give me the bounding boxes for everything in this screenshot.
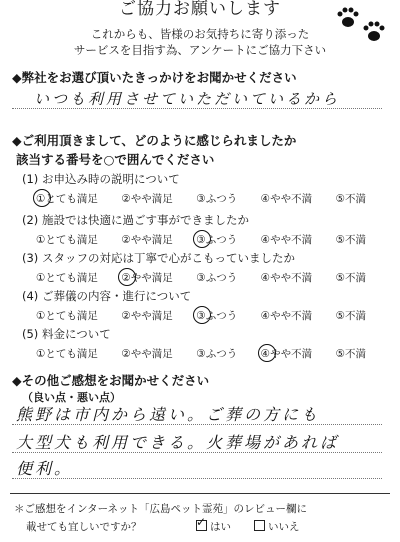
reason-answer: いつも利用させていただいているから [34,90,341,108]
comment-line-2: 大型犬も利用できる。火葬場があれば [16,433,340,452]
rating-option[interactable]: ④やや不満 [260,234,313,246]
review-no-option[interactable] [254,519,300,534]
rating-item-label: (5) 料金について [22,327,111,341]
yes-label: はい [210,521,231,533]
yes-checkbox[interactable] [196,520,207,531]
review-question: ＊ご感想をインターネット「広島ペット霊苑」のレビュー欄に [14,503,308,515]
intro-line-1: これからも、皆様のお気持ちに寄り添った [90,27,310,41]
rating-options-row [36,232,366,247]
answer-line [12,108,382,109]
rating-option[interactable]: ③ふつう [196,272,238,284]
rating-option[interactable]: ④やや不満 [260,272,313,284]
rating-option[interactable]: ②やや満足 [121,193,173,205]
rating-option[interactable]: ⑤不満 [335,193,366,205]
rating-options-row [36,346,366,361]
comments-question: ◆その他ご感想をお聞かせください [12,373,210,388]
rating-question: ◆ご利用頂きまして、どのように感じられましたか [12,133,297,148]
rating-item-label: (2) 施設では快適に過ごす事ができましたか [22,213,249,227]
rating-option[interactable]: ③ふつう [196,348,238,360]
comments-subtitle: （良い点・悪い点） [22,391,121,404]
rating-option[interactable]: ③ふつう [196,234,238,246]
no-checkbox[interactable] [254,520,265,531]
review-yes-option[interactable] [196,519,231,534]
rating-option[interactable]: ④やや不満 [260,348,313,360]
comment-line-3: 便利。 [16,459,74,478]
no-label: いいえ [268,521,300,533]
intro-line-2: サービスを目指す為、アンケートにご協力下さい [73,43,327,57]
rating-option[interactable]: ③ふつう [196,193,238,205]
rating-option[interactable]: ①とても満足 [36,348,98,360]
footer-divider [10,493,390,494]
comment-line-1: 熊野は市内から遠い。ご葬の方にも [16,405,321,424]
rating-item-label: (3) スタッフの対応は丁寧で心がこもっていましたか [22,251,295,265]
paw-prints-icon [332,2,392,50]
rating-option[interactable]: ③ふつう [196,310,238,322]
rating-option[interactable]: ②やや満足 [121,272,173,284]
rating-option[interactable]: ②やや満足 [121,348,173,360]
rating-item-label: (1) お申込み時の説明について [22,172,180,186]
rating-option[interactable]: ②やや満足 [121,234,173,246]
rating-options-row [36,191,366,206]
rating-option[interactable]: ①とても満足 [36,272,98,284]
reason-question: ◆弊社をお選び頂いたきっかけをお聞かせください [12,70,297,85]
rating-item-label: (4) ご葬儀の内容・進行について [22,289,192,303]
rating-option[interactable]: ⑤不満 [335,348,366,360]
comment-rule-3 [12,478,382,479]
rating-option[interactable]: ⑤不満 [335,272,366,284]
comment-rule-1 [12,424,382,425]
review-question-2: 載せても宜しいですか？ [26,521,142,533]
rating-option[interactable]: ⑤不満 [335,234,366,246]
survey-title: ご協力お願いします [119,0,281,19]
rating-option[interactable]: ②やや満足 [121,310,173,322]
comment-rule-2 [12,452,382,453]
rating-options-row [36,270,366,285]
rating-option[interactable]: ①とても満足 [36,193,98,205]
rating-options-row [36,308,366,323]
rating-option[interactable]: ④やや不満 [260,193,313,205]
rating-instruction: 該当する番号を○で囲んでください [16,152,215,167]
rating-option[interactable]: ④やや不満 [260,310,313,322]
rating-option[interactable]: ①とても満足 [36,310,98,322]
rating-option[interactable]: ⑤不満 [335,310,366,322]
rating-option[interactable]: ①とても満足 [36,234,98,246]
